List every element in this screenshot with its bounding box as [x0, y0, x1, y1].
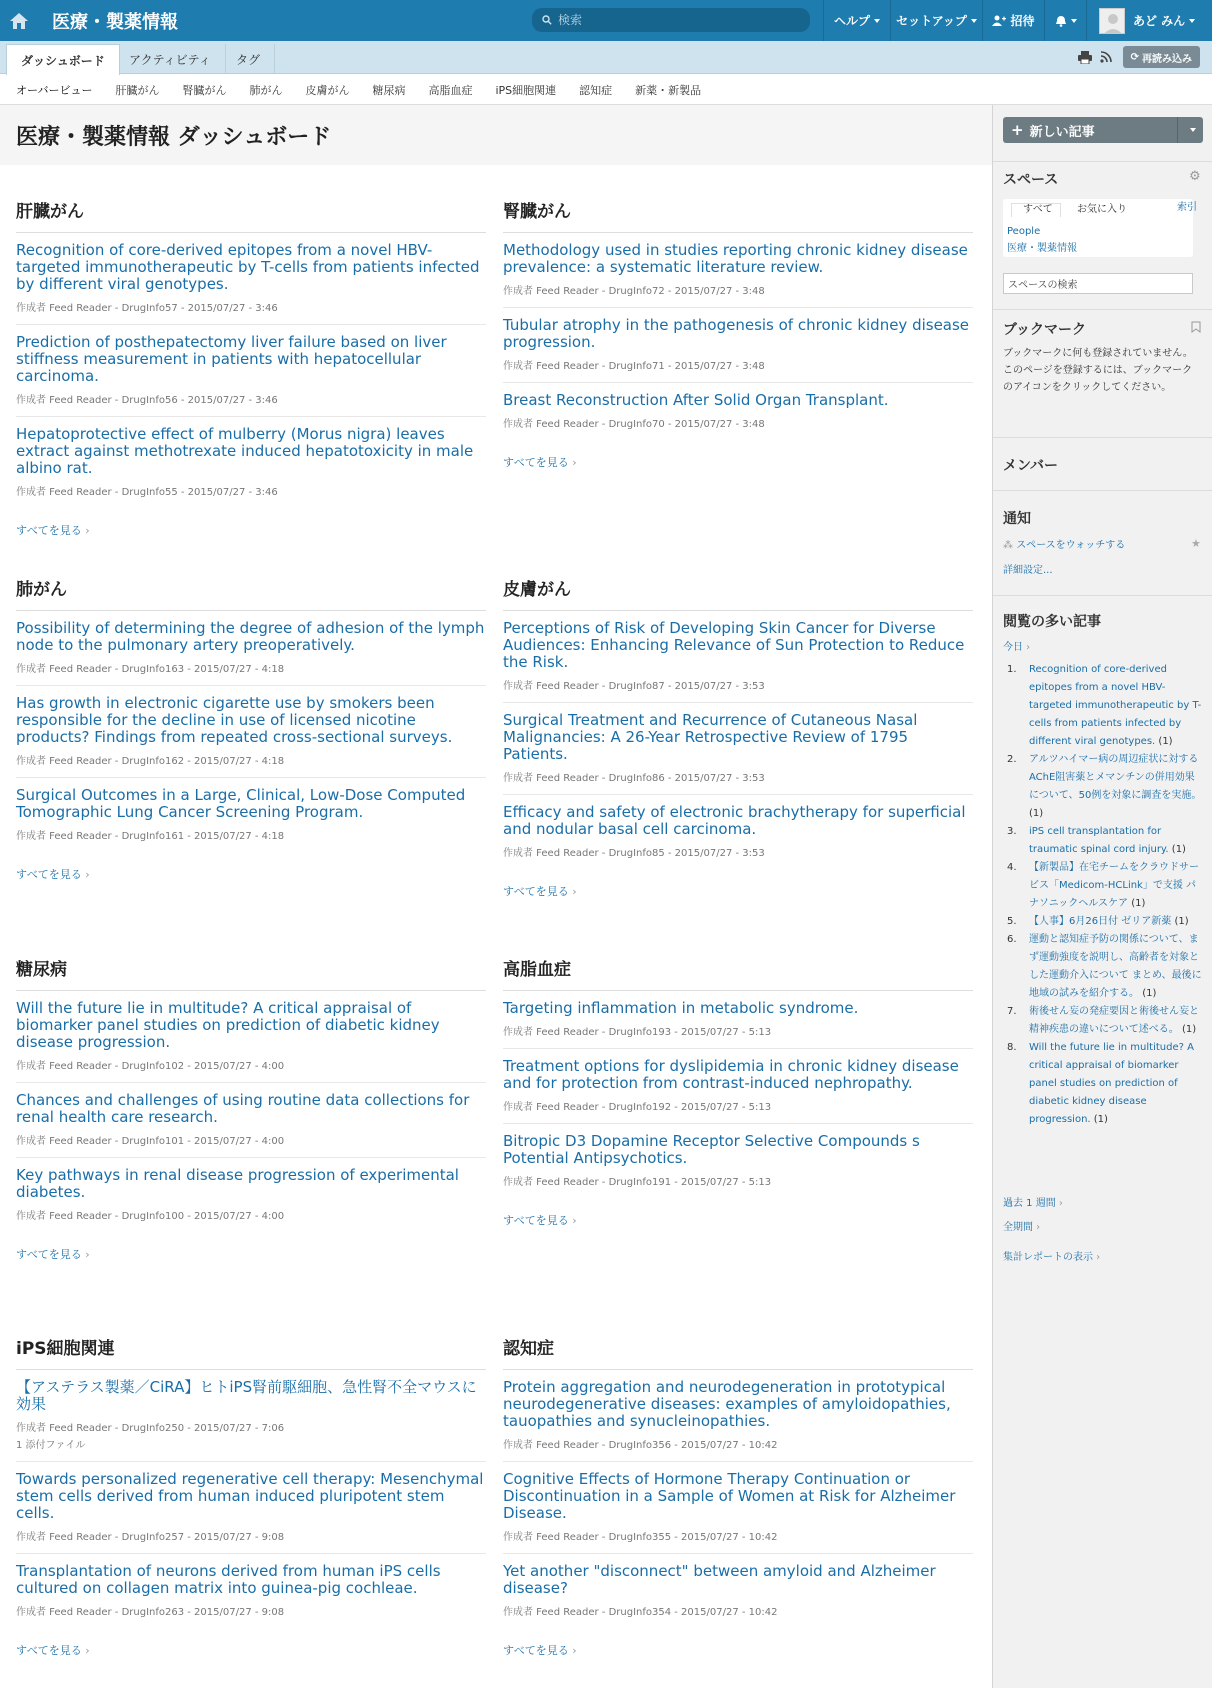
see-all-link[interactable]: すべてを見る › — [503, 1642, 577, 1658]
space-search-input[interactable] — [1003, 273, 1193, 294]
list-item[interactable]: 4. 【新製品】在宅チームをクラウドサービス「Medicom-HCLink」で支援 パナソニックヘルスケア (1) — [1007, 862, 1199, 909]
section-hyperlipidemia — [503, 955, 973, 1228]
subnav-overview[interactable]: オーバービュー — [16, 83, 93, 97]
notifications-heading: 通知 — [1003, 511, 1031, 527]
tab-tags[interactable]: タグ — [222, 44, 275, 74]
article-item — [16, 1083, 486, 1158]
article-title-link[interactable]: Will the future lie in multitude? A critical appraisal of biomarker panel studies on prediction of diabetic kidney disease progression. — [16, 999, 440, 1051]
bell-icon — [1055, 15, 1067, 27]
chevron-down-icon — [874, 19, 880, 23]
article-item — [16, 1370, 486, 1462]
article-item — [16, 778, 486, 852]
article-title-link[interactable]: Transplantation of neurons derived from human iPS cells cultured on collagen matrix into guinea-pig cochleae. — [16, 1562, 441, 1597]
detail-settings-link[interactable]: 詳細設定... — [1003, 565, 1053, 576]
all-time-link[interactable]: 全期間 › — [1003, 1222, 1041, 1233]
section-title[interactable]: 皮膚がん — [503, 575, 973, 611]
all-time-label: 全期間 — [1003, 1222, 1033, 1233]
list-item[interactable]: 7. 術後せん妄の発症要因と術後せん妄と精神疾患の違いについて述べる。 (1) — [1007, 1006, 1199, 1035]
popular-title: Recognition of core-derived epitopes from a novel HBV-targeted immunotherapeutic by T-cells from patients infected by different viral genotypes. — [1029, 664, 1202, 747]
watch-space-label: スペースをウォッチする — [1016, 540, 1126, 551]
view-count: (1) — [1174, 916, 1189, 927]
subnav-liver-cancer[interactable]: 肝臓がん — [115, 83, 160, 97]
popular-title: iPS cell transplantation for traumatic spinal cord injury. — [1029, 826, 1169, 855]
article-title-link[interactable]: Chances and challenges of using routine data collections for renal health care research. — [16, 1091, 470, 1126]
add-user-icon — [992, 15, 1006, 26]
list-item[interactable]: 5. 【人事】6月26日付 ゼリア新薬 (1) — [1007, 916, 1189, 927]
article-meta: 作成者 Feed Reader - DrugInfo193 - 2015/07/27 - 5:13 — [503, 1027, 772, 1038]
see-all-link[interactable]: すべてを見る › — [503, 1212, 577, 1228]
article-item — [503, 1049, 973, 1124]
article-title-link[interactable]: Towards personalized regenerative cell therapy: Mesenchymal stem cells derived from human induced pluripotent stem cells. — [16, 1470, 484, 1522]
article-title-link[interactable]: Hepatoprotective effect of mulberry (Morus nigra) leaves extract against methotrexate induced hepatotoxicity in male albino rat. — [16, 425, 474, 477]
home-icon — [9, 12, 29, 30]
invite-button[interactable] — [982, 0, 1044, 41]
view-count: (1) — [1142, 988, 1157, 999]
article-title-link[interactable]: Surgical Outcomes in a Large, Clinical, Low-Dose Computed Tomographic Lung Cancer Screening Program. — [16, 786, 466, 821]
article-meta: 作成者 Feed Reader - DrugInfo57 - 2015/07/27 - 3:46 — [16, 303, 278, 314]
popular-title: 術後せん妄の発症要因と術後せん妄と精神疾患の違いについて述べる。 — [1029, 1006, 1199, 1035]
bookmark-icon[interactable] — [1191, 321, 1201, 333]
subnav-kidney-cancer[interactable]: 腎臓がん — [182, 83, 227, 97]
setup-label: セットアップ — [896, 14, 967, 28]
divider — [993, 437, 1212, 438]
article-meta: 作成者 Feed Reader - DrugInfo250 - 2015/07/27 - 7:06 — [16, 1423, 285, 1434]
help-menu[interactable] — [823, 0, 890, 41]
past-week-link[interactable]: 過去 1 週間 › — [1003, 1198, 1063, 1209]
article-meta: 作成者 Feed Reader - DrugInfo102 - 2015/07/27 - 4:00 — [16, 1061, 285, 1072]
help-label: ヘルプ — [833, 14, 870, 28]
article-meta: 作成者 Feed Reader - DrugInfo70 - 2015/07/27 - 3:48 — [503, 419, 765, 430]
tab-bar — [0, 41, 1212, 74]
new-article-button[interactable] — [1003, 117, 1203, 143]
popular-today-link[interactable]: 今日 › — [1003, 642, 1031, 653]
report-link[interactable]: 集計レポートの表示 › — [1003, 1252, 1101, 1263]
article-title-link[interactable]: Targeting inflammation in metabolic syndrome. — [503, 999, 859, 1017]
subnav-lung-cancer[interactable]: 肺がん — [249, 83, 283, 97]
article-title-link[interactable]: Prediction of posthepatectomy liver failure based on liver stiffness measurement in patients with hepatocellular carcinoma. — [16, 333, 447, 385]
article-meta: 作成者 Feed Reader - DrugInfo263 - 2015/07/27 - 9:08 — [16, 1607, 285, 1618]
print-icon[interactable] — [1078, 51, 1092, 64]
article-meta: 作成者 Feed Reader - DrugInfo55 - 2015/07/27 - 3:46 — [16, 487, 278, 498]
see-all-link[interactable]: すべてを見る › — [16, 1642, 90, 1658]
see-all-link[interactable]: すべてを見る › — [503, 454, 577, 470]
popular-title: 運動と認知症予防の関係について、まず運動強度を説明し、高齢者を対象とした運動介入について まとめ、最後に地域の試みを紹介する。 — [1029, 934, 1202, 999]
setup-menu[interactable] — [890, 0, 982, 41]
article-item — [503, 1462, 973, 1554]
right-sidebar — [992, 105, 1212, 1688]
section-title[interactable]: 肺がん — [16, 575, 486, 611]
article-item — [503, 991, 973, 1049]
article-title-link[interactable]: Recognition of core-derived epitopes from a novel HBV-targeted immunotherapeutic by T-cells from patients infected by different viral genotypes. — [16, 241, 480, 293]
attachment-count[interactable]: 1 添付ファイル — [16, 1440, 86, 1451]
chevron-down-icon — [1189, 19, 1195, 23]
watch-space-link[interactable] — [1003, 537, 1125, 554]
section-dementia — [503, 1334, 973, 1658]
list-item[interactable]: 2. アルツハイマー病の周辺症状に対するAChE阻害薬とメマンチンの併用効果について、50例を対象に調査を実施。 (1) — [1007, 754, 1202, 819]
article-title-link[interactable]: Methodology used in studies reporting chronic kidney disease prevalence: a systematic literature review. — [503, 241, 968, 276]
bookmark-heading: ブックマーク — [1003, 322, 1087, 338]
section-title[interactable]: iPS細胞関連 — [16, 1334, 486, 1370]
article-meta: 作成者 Feed Reader - DrugInfo86 - 2015/07/27 - 3:53 — [503, 773, 765, 784]
popular-today-label: 今日 — [1003, 642, 1023, 653]
space-people-link[interactable]: People — [1007, 226, 1041, 237]
chevron-down-icon — [971, 19, 977, 23]
view-count: (1) — [1182, 1024, 1197, 1035]
section-title[interactable]: 腎臓がん — [503, 197, 973, 233]
section-skin-cancer — [503, 575, 973, 899]
subnav-new-drugs[interactable]: 新薬・新製品 — [635, 83, 702, 97]
see-all-link[interactable]: すべてを見る › — [16, 866, 90, 882]
article-meta: 作成者 Feed Reader - DrugInfo354 - 2015/07/27 - 10:42 — [503, 1607, 778, 1618]
article-meta: 作成者 Feed Reader - DrugInfo257 - 2015/07/27 - 9:08 — [16, 1532, 285, 1543]
spaces-tab-all[interactable]: すべて — [1023, 204, 1053, 215]
see-all-link[interactable]: すべてを見る › — [16, 1246, 90, 1262]
article-title-link[interactable]: Surgical Treatment and Recurrence of Cutaneous Nasal Malignancies: A 26-Year Retrospective Review of 1795 Patients. — [503, 711, 918, 763]
spaces-tab-favorites[interactable]: お気に入り — [1077, 204, 1127, 215]
search-input[interactable] — [558, 13, 798, 27]
refresh-icon: ⟳ — [1130, 51, 1139, 63]
article-title-link[interactable]: Tubular atrophy in the pathogenesis of chronic kidney disease progression. — [503, 316, 970, 351]
popular-title: 【人事】6月26日付 ゼリア新薬 — [1029, 916, 1172, 927]
search-icon — [542, 15, 552, 25]
article-item — [503, 795, 973, 869]
article-title-link[interactable]: Has growth in electronic cigarette use by smokers been responsible for the decline in use of licensed nicotine products? Findings from repeated cross-sectional surveys. — [16, 694, 453, 746]
article-item — [503, 703, 973, 795]
app-title[interactable]: 医療・製薬情報 — [52, 12, 178, 33]
section-title[interactable]: 認知症 — [503, 1334, 973, 1370]
reload-label: 再読み込み — [1142, 53, 1192, 65]
subnav-dementia[interactable]: 認知症 — [579, 83, 613, 97]
article-item — [16, 325, 486, 417]
popular-title: Will the future lie in multitude? A critical appraisal of biomarker panel studies on prediction of diabetic kidney disease progression. — [1029, 1042, 1194, 1125]
article-meta: 作成者 Feed Reader - DrugInfo85 - 2015/07/27 - 3:53 — [503, 848, 765, 859]
popular-articles-heading: 閲覧の多い記事 — [1003, 614, 1101, 630]
section-liver-cancer — [16, 197, 486, 538]
rss-icon[interactable] — [1100, 51, 1112, 63]
page-header — [0, 105, 992, 165]
see-all-link[interactable]: すべてを見る › — [16, 522, 90, 538]
article-meta: 作成者 Feed Reader - DrugInfo356 - 2015/07/27 - 10:42 — [503, 1440, 778, 1451]
article-title-link[interactable]: Bitropic D3 Dopamine Receptor Selective Compounds s Potential Antipsychotics. — [503, 1132, 920, 1167]
article-title-link[interactable]: Yet another "disconnect" between amyloid and Alzheimer disease? — [503, 1562, 936, 1597]
view-count: (1) — [1093, 1114, 1108, 1125]
article-meta: 作成者 Feed Reader - DrugInfo192 - 2015/07/27 - 5:13 — [503, 1102, 772, 1113]
plus-icon: + — [1011, 121, 1024, 139]
new-article-dropdown[interactable] — [1177, 117, 1203, 143]
article-meta: 作成者 Feed Reader - DrugInfo87 - 2015/07/27 - 3:53 — [503, 681, 765, 692]
list-item[interactable]: 1. Recognition of core-derived epitopes from a novel HBV-targeted immunotherapeutic by T-cells from patients infected by different viral genotypes. (1) — [1007, 664, 1202, 747]
section-title[interactable]: 高脂血症 — [503, 955, 973, 991]
sub-navigation — [0, 75, 1212, 105]
chevron-down-icon — [1071, 19, 1077, 23]
article-meta: 作成者 Feed Reader - DrugInfo355 - 2015/07/27 - 10:42 — [503, 1532, 778, 1543]
user-name: あど みん — [1133, 14, 1186, 28]
article-item — [16, 686, 486, 778]
article-title-link[interactable]: Cognitive Effects of Hormone Therapy Continuation or Discontinuation in a Sample of Women at Risk for Alzheimer Disease. — [503, 1470, 956, 1522]
tab-activity[interactable]: アクティビティ — [115, 44, 226, 74]
article-item — [503, 383, 973, 440]
avatar — [1099, 8, 1125, 34]
past-week-label: 過去 1 週間 — [1003, 1198, 1056, 1209]
chevron-down-icon — [1190, 128, 1196, 132]
list-item[interactable]: 6. 運動と認知症予防の関係について、まず運動強度を説明し、高齢者を対象とした運動介入について まとめ、最後に地域の試みを紹介する。 (1) — [1007, 934, 1202, 999]
article-item — [16, 1462, 486, 1554]
view-count: (1) — [1131, 898, 1146, 909]
popular-title: 【新製品】在宅チームをクラウドサービス「Medicom-HCLink」で支援 パナソニックヘルスケア — [1029, 862, 1199, 909]
article-item — [503, 308, 973, 383]
divider — [993, 161, 1212, 162]
section-ips-cells — [16, 1334, 486, 1658]
user-menu[interactable] — [1086, 0, 1212, 41]
article-title-link[interactable]: Efficacy and safety of electronic brachytherapy for superficial and nodular basal cell carcinoma. — [503, 803, 966, 838]
main-content — [0, 105, 992, 1688]
article-title-link[interactable]: 【アステラス製薬／CiRA】ヒトiPS腎前駆細胞、急性腎不全マウスに効果 — [16, 1378, 477, 1413]
article-meta: 作成者 Feed Reader - DrugInfo71 - 2015/07/27 - 3:48 — [503, 361, 765, 372]
article-meta: 作成者 Feed Reader - DrugInfo101 - 2015/07/27 - 4:00 — [16, 1136, 285, 1147]
notifications-menu[interactable] — [1044, 0, 1086, 41]
article-meta: 作成者 Feed Reader - DrugInfo100 - 2015/07/27 - 4:00 — [16, 1211, 285, 1222]
divider — [993, 490, 1212, 491]
article-title-link[interactable]: Possibility of determining the degree of adhesion of the lymph node to the pulmonary artery preoperatively. — [16, 619, 485, 654]
section-kidney-cancer — [503, 197, 973, 470]
space-medical-link[interactable]: 医療・製薬情報 — [1007, 243, 1077, 254]
article-meta: 作成者 Feed Reader - DrugInfo162 - 2015/07/27 - 4:18 — [16, 756, 285, 767]
new-article-label: 新しい記事 — [1029, 124, 1095, 140]
article-item — [16, 417, 486, 508]
article-item — [503, 1554, 973, 1628]
reload-button[interactable] — [1123, 46, 1200, 68]
top-header — [0, 0, 1212, 41]
watch-icon: ⁂ — [1003, 540, 1013, 551]
article-title-link[interactable]: Protein aggregation and neurodegeneration in prototypical neurodegenerative diseases: examples of amyloidopathies, tauopathies and synucleinopathies. — [503, 1378, 951, 1430]
article-item — [503, 1124, 973, 1198]
subnav-ips-cells[interactable]: iPS細胞関連 — [495, 83, 557, 97]
star-icon[interactable]: ★ — [1191, 537, 1201, 550]
article-meta: 作成者 Feed Reader - DrugInfo163 - 2015/07/27 - 4:18 — [16, 664, 285, 675]
section-title[interactable]: 糖尿病 — [16, 955, 486, 991]
members-heading: メンバー — [1003, 458, 1059, 474]
article-meta: 作成者 Feed Reader - DrugInfo72 - 2015/07/27 - 3:48 — [503, 286, 765, 297]
article-item — [16, 611, 486, 686]
see-all-link[interactable]: すべてを見る › — [503, 883, 577, 899]
spaces-heading: スペース — [1003, 172, 1059, 188]
view-count: (1) — [1029, 808, 1044, 819]
view-count: (1) — [1171, 844, 1186, 855]
article-title-link[interactable]: Key pathways in renal disease progression of experimental diabetes. — [16, 1166, 459, 1201]
view-count: (1) — [1158, 736, 1173, 747]
popular-title: アルツハイマー病の周辺症状に対するAChE阻害薬とメマンチンの併用効果について、50例を対象に調査を実施。 — [1029, 754, 1202, 801]
article-title-link[interactable]: Breast Reconstruction After Solid Organ Transplant. — [503, 391, 889, 409]
popular-articles-list — [1003, 661, 1203, 1129]
article-item — [16, 233, 486, 325]
article-item — [16, 991, 486, 1083]
divider — [993, 309, 1212, 310]
tab-dashboard[interactable]: ダッシュボード — [6, 44, 120, 75]
section-diabetes — [16, 955, 486, 1262]
divider — [993, 595, 1212, 596]
list-item[interactable]: 3. iPS cell transplantation for traumatic spinal cord injury. (1) — [1007, 826, 1186, 855]
section-title[interactable]: 肝臓がん — [16, 197, 486, 233]
article-item — [16, 1158, 486, 1232]
spaces-index-link[interactable]: 索引 — [1177, 202, 1197, 213]
subnav-diabetes[interactable]: 糖尿病 — [372, 83, 406, 97]
bookmark-empty-text: ブックマークに何も登録されていません。このページを登録するには、ブックマークのアイコンをクリックしてください。 — [1003, 348, 1193, 393]
article-item — [16, 1554, 486, 1628]
list-item[interactable]: 8. Will the future lie in multitude? A critical appraisal of biomarker panel studies on prediction of diabetic kidney disease progression. (1) — [1007, 1042, 1194, 1125]
article-title-link[interactable]: Treatment options for dyslipidemia in chronic kidney disease and for protection from contrast-induced nephropathy. — [503, 1057, 959, 1092]
subnav-skin-cancer[interactable]: 皮膚がん — [305, 83, 350, 97]
article-meta: 作成者 Feed Reader - DrugInfo161 - 2015/07/27 - 4:18 — [16, 831, 285, 842]
invite-label: 招待 — [1010, 14, 1035, 28]
subnav-hyperlipidemia[interactable]: 高脂血症 — [428, 83, 473, 97]
report-label: 集計レポートの表示 — [1003, 1252, 1093, 1263]
home-button[interactable] — [0, 0, 38, 41]
user-silhouette-icon — [1100, 9, 1125, 34]
page-title: 医療・製薬情報 ダッシュボード — [16, 124, 332, 150]
section-lung-cancer — [16, 575, 486, 882]
article-title-link[interactable]: Perceptions of Risk of Developing Skin Cancer for Diverse Audiences: Enhancing Relevance of Sun Protection to Reduce the Risk. — [503, 619, 965, 671]
article-item — [503, 611, 973, 703]
article-item — [503, 1370, 973, 1462]
search-box[interactable] — [532, 8, 810, 32]
gear-icon[interactable]: ⚙ — [1189, 169, 1201, 184]
article-meta: 作成者 Feed Reader - DrugInfo56 - 2015/07/27 - 3:46 — [16, 395, 278, 406]
article-item — [503, 233, 973, 308]
article-meta: 作成者 Feed Reader - DrugInfo191 - 2015/07/27 - 5:13 — [503, 1177, 772, 1188]
toolbar-icons — [1078, 51, 1112, 64]
